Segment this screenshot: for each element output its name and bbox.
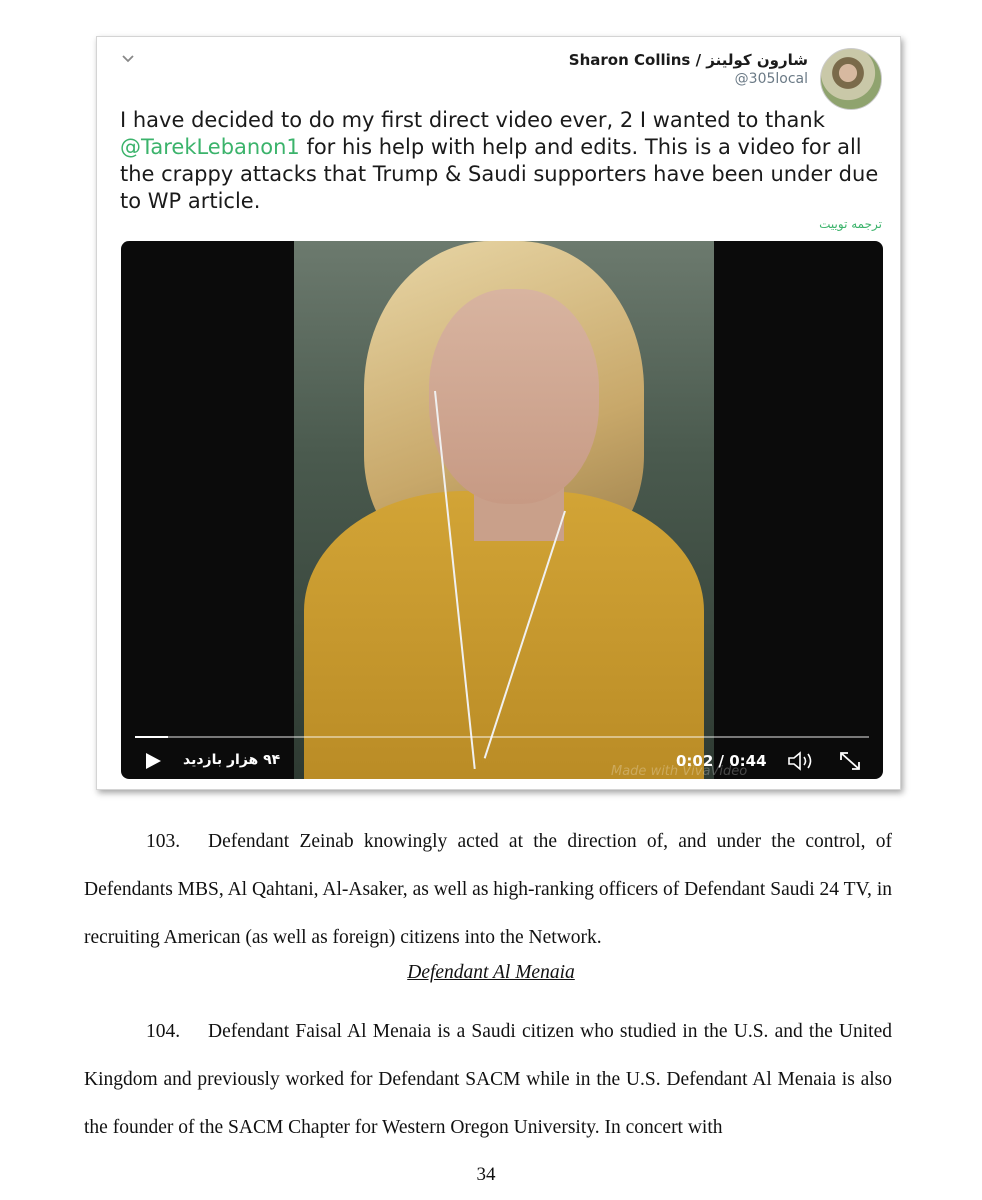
tweet-text-after: for his help with help and edits. This is a video for all the crappy attacks that Trump & Saudi supporters have been under due to WP article. <box>120 135 879 213</box>
paragraph-103 <box>84 818 892 962</box>
play-icon[interactable] <box>143 751 163 771</box>
video-watermark: Made with VivaVideo <box>611 764 748 779</box>
video-controls <box>121 744 883 779</box>
mention-link[interactable]: @TarekLebanon1 <box>120 135 300 159</box>
paragraph-number: 104. <box>146 1021 181 1042</box>
tweet-text <box>120 107 890 215</box>
author-handle: @305local <box>734 71 808 87</box>
fullscreen-icon[interactable] <box>837 749 863 773</box>
volume-icon[interactable] <box>787 750 817 772</box>
tweet-author[interactable] <box>569 51 808 87</box>
paragraph-104 <box>84 1008 892 1152</box>
page-number: 34 <box>476 1164 496 1185</box>
tweet-text-before: I have decided to do my first direct video ever, 2 I wanted to thank <box>120 108 825 132</box>
chevron-down-icon[interactable] <box>121 51 135 65</box>
video-progress-bar[interactable] <box>135 736 869 738</box>
translate-tweet-link[interactable]: ترجمه توییت <box>819 217 882 231</box>
video-time: 0:02 / 0:44 <box>676 752 767 770</box>
video-player[interactable] <box>121 241 883 779</box>
video-frame <box>294 241 714 779</box>
video-progress-fill <box>135 736 168 738</box>
author-name: Sharon Collins / شارون کولینز <box>568 51 808 69</box>
paragraph-number: 103. <box>146 831 181 852</box>
avatar[interactable] <box>820 48 882 110</box>
view-count: ۹۴ هزار بازدید <box>183 752 281 768</box>
paragraph-text: Defendant Zeinab knowingly acted at the direction of, and under the control, of Defendants MBS, Al Qahtani, Al-Asaker, as well as high-ranking officers of Defendant Saudi 24 TV, in recruiting American (as well as foreign) citizens into the Network. <box>84 831 892 948</box>
paragraph-text: Defendant Faisal Al Menaia is a Saudi citizen who studied in the U.S. and the United Kingdom and previously worked for Defendant SACM while in the U.S. Defendant Al Menaia is also the founder of the SACM Chapter for Western Oregon University. In concert with <box>84 1021 892 1138</box>
embedded-tweet-screenshot <box>96 36 901 790</box>
section-heading: Defendant Al Menaia <box>407 962 575 983</box>
